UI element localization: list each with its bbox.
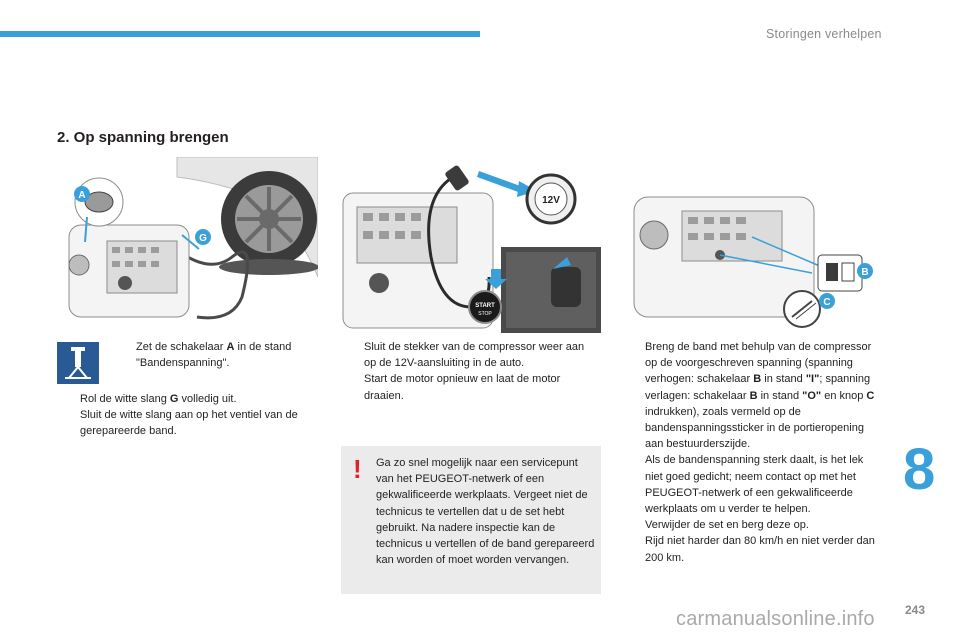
item-key: B [749,389,758,402]
item-key: G [169,393,179,405]
item-text: ; spanning verlagen: schakelaar [645,373,871,402]
list-item [57,407,317,439]
start-button-label: START [475,303,495,309]
list-item [57,391,317,407]
tyre-compressor-icon-drawing [57,342,99,384]
item-text: Breng de band met behulp van de compressor op de voorgeschreven spanning (spanning verhogen: schakelaar [645,341,872,386]
item-text: Rijd niet harder dan 80 km/h en niet verder dan 200 km. [645,535,875,564]
item-text: volledig uit. [178,393,237,405]
list-item [341,371,599,403]
item-key: A [226,341,235,353]
warning-box [341,446,601,594]
item-key: "I" [805,373,820,386]
callout-g: G [199,233,207,244]
page-title: 2. Op spanning brengen [57,129,229,146]
section-title: Storingen verhelpen [766,27,882,41]
item-text: in stand [761,373,806,386]
item-text: Start de motor opnieuw en laat de motor draaien. [364,373,561,402]
item-text: Sluit de witte slang aan op het ventiel van de gerepareerde band. [80,409,298,438]
item-key: B [753,373,762,386]
callout-a: A [78,190,86,201]
header-accent-bar [0,31,480,37]
watermark: carmanualsonline.info [676,608,875,630]
col1-items [57,391,317,440]
item-key: C [866,389,875,402]
tyre-compressor-icon [57,342,99,384]
figure-12v-socket-start [341,157,601,333]
item-key: "O" [802,389,822,402]
figure-compressor-switch-b-c [622,157,882,333]
list-item [341,339,599,371]
chapter-number: 8 [903,437,936,502]
col1-item1 [113,339,313,371]
col3-items [622,339,884,566]
exclamation-icon: ! [353,454,362,484]
callout-c: C [823,297,831,308]
item-text: in stand [757,389,803,402]
item-text: Zet de schakelaar [136,341,227,353]
list-item [113,339,313,371]
figure-12v-socket-start-drawing [341,157,601,333]
item-text: in de stand "Bandenspanning". [136,341,292,370]
item-text: Als de bandenspanning sterk daalt, is het lek niet goed gedicht; neem contact op met het PEUGEOT-netwerk of een gekwalificeerde werkplaats om u verder te helpen. [645,454,864,516]
col2-items [341,339,599,404]
list-item [622,533,884,565]
item-text: Verwijder de set en berg deze op. [645,519,809,532]
stop-button-label: STOP [478,311,492,317]
item-text: Rol de witte slang [80,393,170,405]
figure-compressor-switch-b-c-drawing [622,157,882,333]
figure-compressor-wheel-drawing [57,157,318,333]
list-item [622,517,884,533]
item-text: Sluit de stekker van de compressor weer aan op de 12V-aansluiting in de auto. [364,341,585,370]
figure-compressor-wheel [57,157,318,333]
page-number: 243 [905,603,926,617]
item-text: en knop [821,389,867,402]
socket-12v-label: 12V [542,195,560,206]
callout-b: B [861,267,869,278]
list-item [622,339,884,517]
warning-text: Ga zo snel mogelijk naar een servicepunt van het PEUGEOT-netwerk of een gekwalificeerde werkplaats. Vergeet niet de technicus te vertellen dat u de set hebt gebruikt. Na nadere inspectie kan de technicus u vertellen of de band gerepareerd kan worden of moet worden vervangen. [376,457,595,567]
item-text: indrukken), zoals vermeld op de bandenspanningssticker in de portieropening aan bestuurderszijde. [645,405,864,451]
